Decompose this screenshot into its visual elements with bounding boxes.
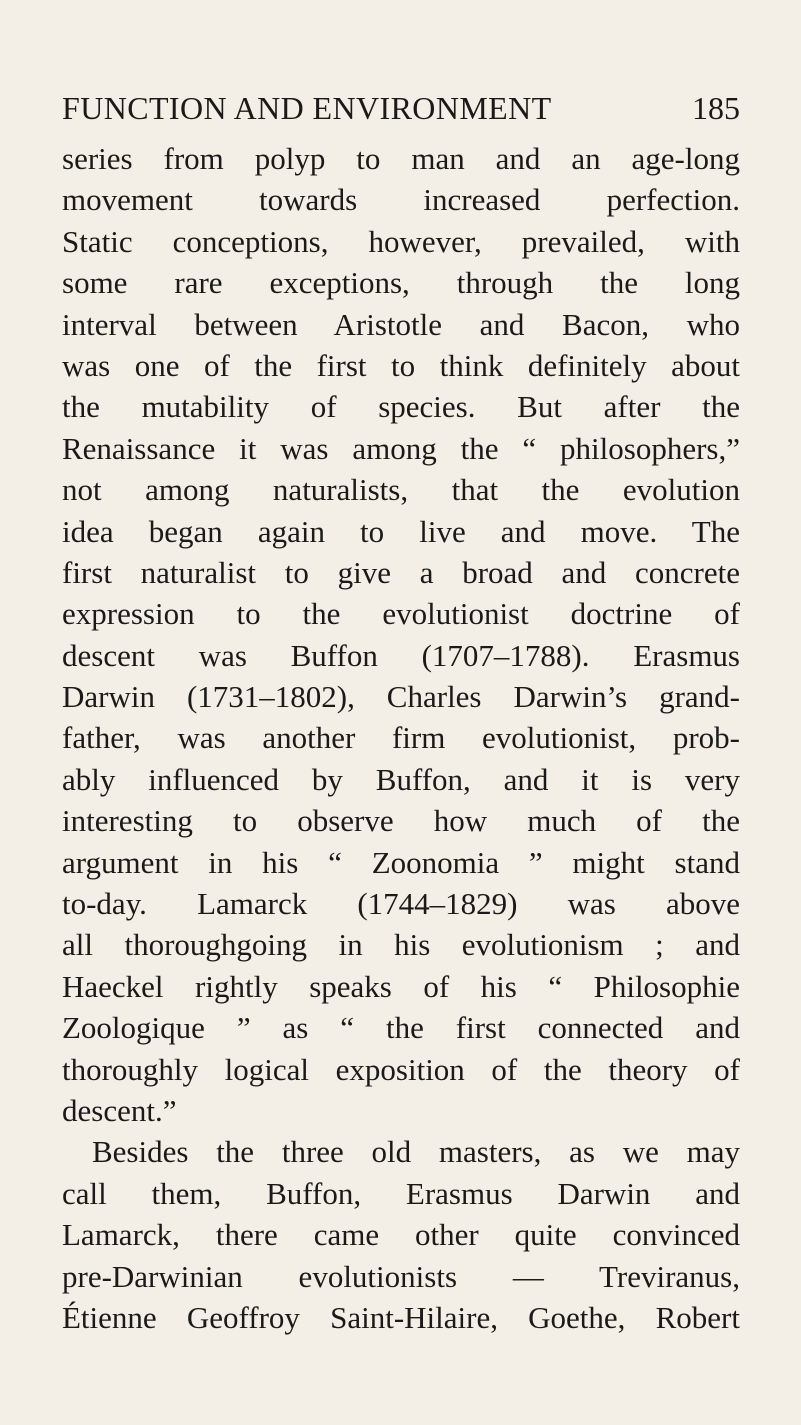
- text-line: Static conceptions, however, prevailed, with: [62, 223, 740, 259]
- text-line: pre-Darwinian evolutionists — Treviranus,: [62, 1258, 740, 1294]
- text-line: Lamarck, there came other quite convinced: [62, 1217, 740, 1253]
- text-line: idea began again to live and move. The: [62, 513, 740, 549]
- text-line: Haeckel rightly speaks of his “ Philosophie: [62, 968, 740, 1004]
- text-line: the mutability of species. But after the: [62, 389, 740, 425]
- text-line: ably influenced by Buffon, and it is very: [62, 761, 740, 797]
- page-number: 185: [692, 90, 740, 126]
- text-line: Darwin (1731–1802), Charles Darwin’s grand-: [62, 679, 740, 715]
- text-line: interesting to observe how much of the: [62, 803, 740, 839]
- text-line: descent.”: [62, 1092, 177, 1128]
- text-line: Renaissance it was among the “ philosophers,”: [62, 430, 740, 466]
- text-line: all thoroughgoing in his evolutionism ; and: [62, 927, 740, 963]
- text-line: argument in his “ Zoonomia ” might stand: [62, 844, 740, 880]
- text-line: call them, Buffon, Erasmus Darwin and: [62, 1175, 740, 1211]
- text-line: movement towards increased perfection.: [62, 182, 740, 218]
- text-line: Zoologique ” as “ the first connected and: [62, 1010, 740, 1046]
- text-line: first naturalist to give a broad and concrete: [62, 554, 740, 590]
- text-line: thoroughly logical exposition of the theory of: [62, 1051, 740, 1087]
- text-line: father, was another firm evolutionist, prob-: [62, 720, 740, 756]
- text-line: Étienne Geoffroy Saint-Hilaire, Goethe, Robert: [62, 1299, 740, 1335]
- text-line: descent was Buffon (1707–1788). Erasmus: [62, 637, 740, 673]
- running-title: FUNCTION AND ENVIRONMENT: [62, 90, 552, 126]
- text-line: some rare exceptions, through the long: [62, 265, 740, 301]
- text-line: Besides the three old masters, as we may: [92, 1134, 740, 1170]
- text-line: interval between Aristotle and Bacon, who: [62, 306, 740, 342]
- paragraph-2: [62, 1131, 740, 1338]
- text-line: to-day. Lamarck (1744–1829) was above: [62, 886, 740, 922]
- text-line: was one of the first to think definitely about: [62, 347, 740, 383]
- paragraph-1: [62, 138, 740, 1131]
- text-line: expression to the evolutionist doctrine of: [62, 596, 740, 632]
- text-line: series from polyp to man and an age-long: [62, 141, 740, 176]
- body-text: [62, 138, 740, 1338]
- running-head: [62, 86, 740, 130]
- text-line: not among naturalists, that the evolution: [62, 472, 740, 508]
